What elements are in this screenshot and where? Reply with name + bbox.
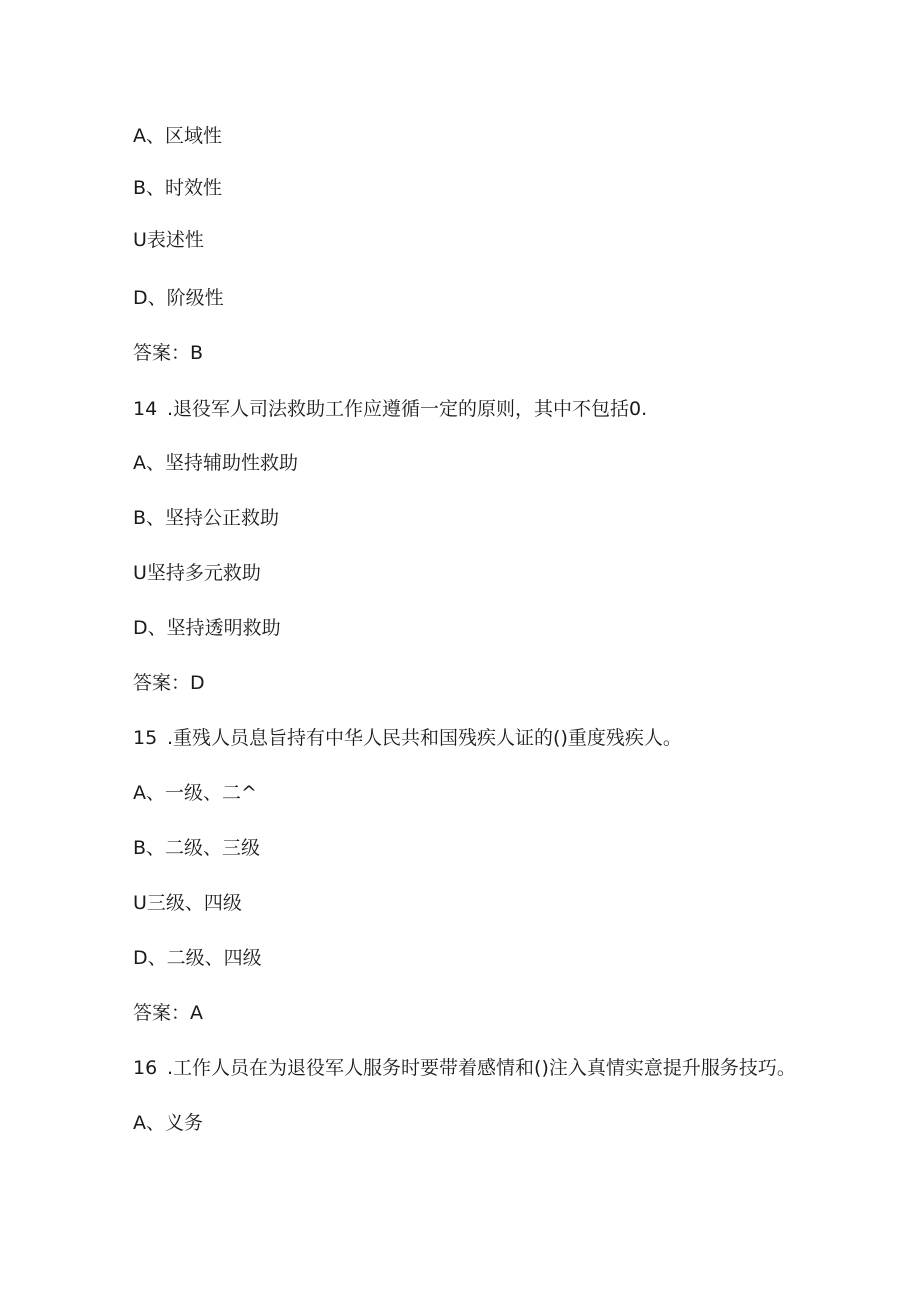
q15-answer: 答案：A	[133, 1002, 203, 1024]
q16-option-a: A、义务	[133, 1112, 203, 1134]
q13-option-b: B、时效性	[133, 177, 223, 199]
q15-option-b: B、二级、三级	[133, 837, 261, 859]
q14-answer: 答案：D	[133, 672, 205, 694]
q15-option-a: A、一级、二^	[133, 782, 257, 804]
q14-option-c: U坚持多元救助	[133, 562, 261, 584]
q14-option-b: B、坚持公正救助	[133, 507, 280, 529]
q13-option-c: U表述性	[133, 229, 204, 251]
q14-option-d: D、坚持透明救助	[133, 617, 281, 639]
q16-number: 16	[133, 1057, 158, 1079]
q14-text: .退役军人司法救助工作应遵循一定的原则，其中不包括0.	[167, 398, 648, 420]
q15-option-d: D、二级、四级	[133, 947, 262, 969]
q15-question	[133, 726, 682, 750]
q13-option-d: D、阶级性	[133, 287, 224, 309]
q14-option-a: A、坚持辅助性救助	[133, 452, 298, 474]
q15-number: 15	[133, 727, 158, 749]
q14-number: 14	[133, 398, 158, 420]
q14-question	[133, 397, 647, 421]
q16-question	[133, 1056, 796, 1080]
q13-answer: 答案：B	[133, 342, 204, 364]
q16-text: .工作人员在为退役军人服务时要带着感情和()注入真情实意提升服务技巧。	[167, 1057, 796, 1079]
q15-text: .重残人员息旨持有中华人民共和国残疾人证的()重度残疾人。	[167, 727, 682, 749]
q13-option-a: A、区域性	[133, 125, 222, 147]
q15-option-c: U三级、四级	[133, 892, 242, 914]
